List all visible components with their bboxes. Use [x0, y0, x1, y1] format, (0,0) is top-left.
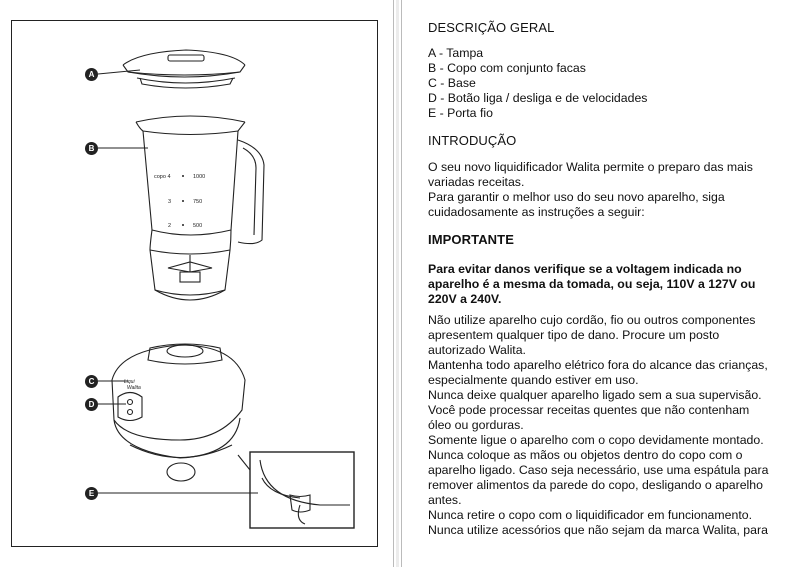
lid-drawing — [123, 50, 245, 88]
label-a: A — [85, 68, 98, 81]
body-line: autorizado Walita. — [428, 343, 526, 357]
cord-holder-detail — [238, 452, 354, 528]
warning-line: Para evitar danos verifique se a voltagem indicada no — [428, 262, 742, 276]
part-item: E - Porta fio — [428, 106, 493, 120]
body-line: Você pode processar receitas quentes que não contenham — [428, 403, 750, 417]
part-item: B - Copo com conjunto facas — [428, 61, 586, 75]
jar-marking: 1000 — [193, 174, 206, 180]
label-c: C — [85, 375, 98, 388]
warning-line: aparelho é a mesma da tomada, ou seja, 110V a 127V ou — [428, 277, 756, 291]
base-drawing — [112, 344, 245, 481]
label-b: B — [85, 142, 98, 155]
intro-line: variadas receitas. — [428, 175, 525, 189]
jar-marking: 750 — [193, 199, 203, 205]
body-line: remover alimentos da parede do copo, desligando o aparelho — [428, 478, 763, 492]
body-line: Somente ligue o aparelho com o copo devidamente montado. — [428, 433, 764, 447]
body-line: Nunca retire o copo com o liquidificador em funcionamento. — [428, 508, 752, 522]
body-line: antes. — [428, 493, 462, 507]
intro-line: Para garantir o melhor uso do seu novo aparelho, siga — [428, 190, 725, 204]
intro-line: cuidadosamente as instruções a seguir: — [428, 205, 645, 219]
body-line: Nunca coloque as mãos ou objetos dentro do copo com o — [428, 448, 743, 462]
body-line: especialmente quando estiver em uso. — [428, 373, 639, 387]
jar-marking: 3 — [168, 199, 172, 205]
body-line: aparelho ligado. Caso seja necessário, use uma espátula para — [428, 463, 769, 477]
blender-illustration — [0, 0, 380, 567]
page-divider — [393, 0, 402, 567]
heading-general: DESCRIÇÃO GERAL — [428, 20, 555, 35]
label-d: D — [85, 398, 98, 411]
part-item: C - Base — [428, 76, 476, 90]
intro-line: O seu novo liquidificador Walita permite o preparo das mais — [428, 160, 753, 174]
part-item: A - Tampa — [428, 46, 484, 60]
jar-marking: copo 4 — [154, 174, 171, 180]
jar-marking: 500 — [193, 223, 203, 229]
body-line: Nunca deixe qualquer aparelho ligado sem a sua supervisão. — [428, 388, 762, 402]
body-line: Não utilize aparelho cujo cordão, fio ou outros componentes — [428, 313, 756, 327]
heading-intro: INTRODUÇÃO — [428, 133, 517, 148]
body-line: Nunca utilize acessórios que não sejam da marca Walita, para — [428, 523, 768, 537]
body-line: apresentem qualquer tipo de dano. Procure um posto — [428, 328, 720, 342]
base-brand-text: Liqui — [124, 379, 135, 385]
body-line: Mantenha todo aparelho elétrico fora do alcance das crianças, — [428, 358, 768, 372]
jar-marking: 2 — [168, 223, 172, 229]
jar-drawing — [136, 116, 264, 300]
part-item: D - Botão liga / desliga e de velocidades — [428, 91, 648, 105]
heading-important: IMPORTANTE — [428, 232, 514, 247]
body-line: óleo ou gorduras. — [428, 418, 524, 432]
warning-line: 220V a 240V. — [428, 292, 502, 306]
label-e: E — [85, 487, 98, 500]
base-brand-text: Walita — [127, 385, 141, 391]
